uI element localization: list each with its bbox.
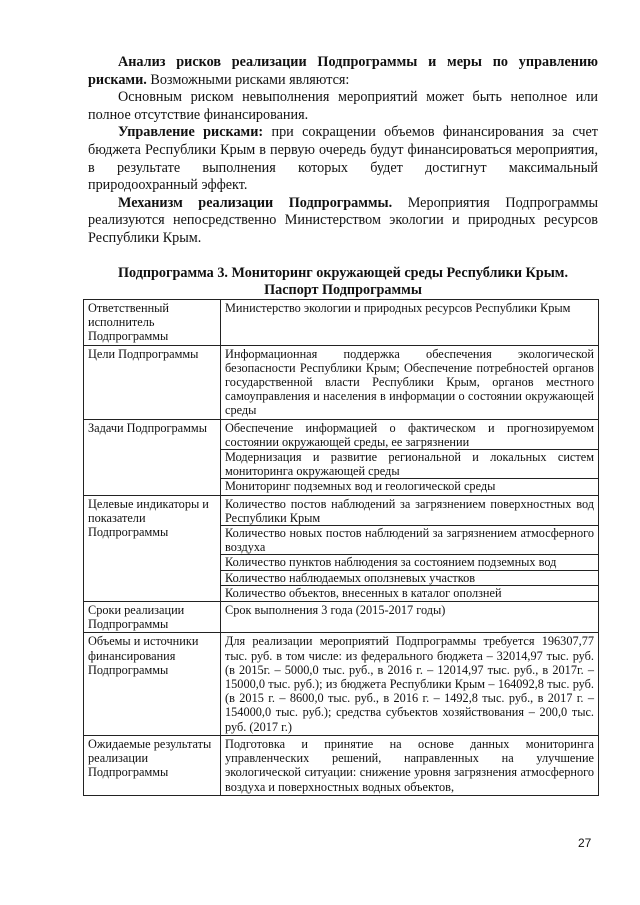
row-value bbox=[221, 495, 599, 601]
row-item: Модернизация и развитие региональной и локальных систем мониторинга окружающей среды bbox=[221, 449, 598, 478]
table-row bbox=[84, 495, 599, 601]
row-item: Министерство экологии и природных ресурсов Республики Крым bbox=[225, 301, 571, 315]
title-line-1: Подпрограмма 3. Мониторинг окружающей среды Республики Крым. bbox=[117, 265, 569, 281]
table-row bbox=[84, 633, 599, 735]
table-row bbox=[84, 300, 599, 346]
row-value bbox=[221, 602, 599, 633]
table-row bbox=[84, 419, 599, 495]
row-item: Количество новых постов наблюдений за загрязнением атмосферного воздуха bbox=[221, 525, 598, 554]
paragraph-main-risk: Основным риском невыполнения мероприятий может быть неполное или полное отсутствие финансирования. bbox=[88, 89, 598, 123]
row-label: Цели Подпрограммы bbox=[84, 345, 221, 419]
row-item: Для реализации мероприятий Подпрограммы требуется 196307,77 тыс. руб. в том числе: из федерального бюджета – 32014,97 тыс. руб. (в 2015г. – 5000,0 тыс. руб., в 2016 г. – 12014,97 тыс. руб., в 2017г. – 15000,0 тыс. руб.); из бюджета Республики Крым – 164092,8 тыс. руб. (в 2015 г. – 8600,0 тыс. руб., в 2016 г. – 1492,8 тыс. руб., в 2017 г. – 154000,0 тыс. руб.); средства субъектов хозяйствования – 200,0 тыс. руб. (2017 г.) bbox=[225, 634, 594, 734]
row-item: Срок выполнения 3 года (2015-2017 годы) bbox=[225, 603, 446, 618]
table-row bbox=[84, 602, 599, 633]
row-item: Количество объектов, внесенных в каталог оползней bbox=[221, 585, 598, 600]
paragraph-implementation-mechanism: Механизм реализации Подпрограммы. Мероприятия Подпрограммы реализуются непосредственно Министерством экологии и природных ресурсов Республики Крым. bbox=[88, 194, 598, 246]
table-row bbox=[84, 735, 599, 795]
table-row bbox=[84, 345, 599, 419]
row-item: Количество пунктов наблюдения за состоянием подземных вод bbox=[221, 554, 598, 569]
passport-table bbox=[83, 299, 599, 796]
paragraph-risk-management: Управление рисками: при сокращении объемов финансирования за счет бюджета Республики Крым в первую очередь будут финансироваться мероприятия, в результате выполнения которых будет достигнут максимальный природоохранный эффект. bbox=[88, 124, 598, 194]
page-number: 27 bbox=[578, 836, 592, 850]
subprogram-title bbox=[88, 265, 598, 299]
row-item: Обеспечение информацией о фактическом и прогнозируемом состоянии окружающей среды, ее загрязнении bbox=[225, 420, 594, 449]
row-item: Информационная поддержка обеспечения экологической безопасности Республики Крым; Обеспечение потребностей органов государственной власти Республики Крым, органов местного самоуправления и населения в информации о состоянии окружающей среды bbox=[225, 346, 594, 418]
row-label: Ответственный исполнитель Подпрограммы bbox=[84, 300, 221, 346]
row-value bbox=[221, 345, 599, 419]
intro-text bbox=[88, 54, 598, 248]
row-item: Количество наблюдаемых оползневых участков bbox=[221, 570, 598, 585]
row-value bbox=[221, 300, 599, 346]
row-label: Целевые индикаторы и показатели Подпрограммы bbox=[84, 495, 221, 601]
row-label: Задачи Подпрограммы bbox=[84, 419, 221, 495]
row-item: Мониторинг подземных вод и геологической среды bbox=[221, 478, 598, 493]
row-label: Объемы и источники финансирования Подпрограммы bbox=[84, 633, 221, 735]
row-value bbox=[221, 735, 599, 795]
row-label: Сроки реализации Подпрограммы bbox=[84, 602, 221, 633]
row-item: Подготовка и принятие на основе данных мониторинга управленческих решений, направленных на улучшение экологической ситуации: снижение уровня загрязнения атмосферного воздуха и поверхностных водных объектов, bbox=[225, 736, 594, 794]
row-item: Количество постов наблюдений за загрязнением поверхностных вод Республики Крым bbox=[225, 496, 594, 525]
row-value bbox=[221, 633, 599, 735]
title-line-2: Паспорт Подпрограммы bbox=[264, 282, 422, 298]
paragraph-risk-analysis: Анализ рисков реализации Подпрограммы и меры по управлению рисками. Возможными рисками являются: bbox=[88, 54, 598, 88]
row-value bbox=[221, 419, 599, 495]
row-label: Ожидаемые результаты реализации Подпрограммы bbox=[84, 735, 221, 795]
